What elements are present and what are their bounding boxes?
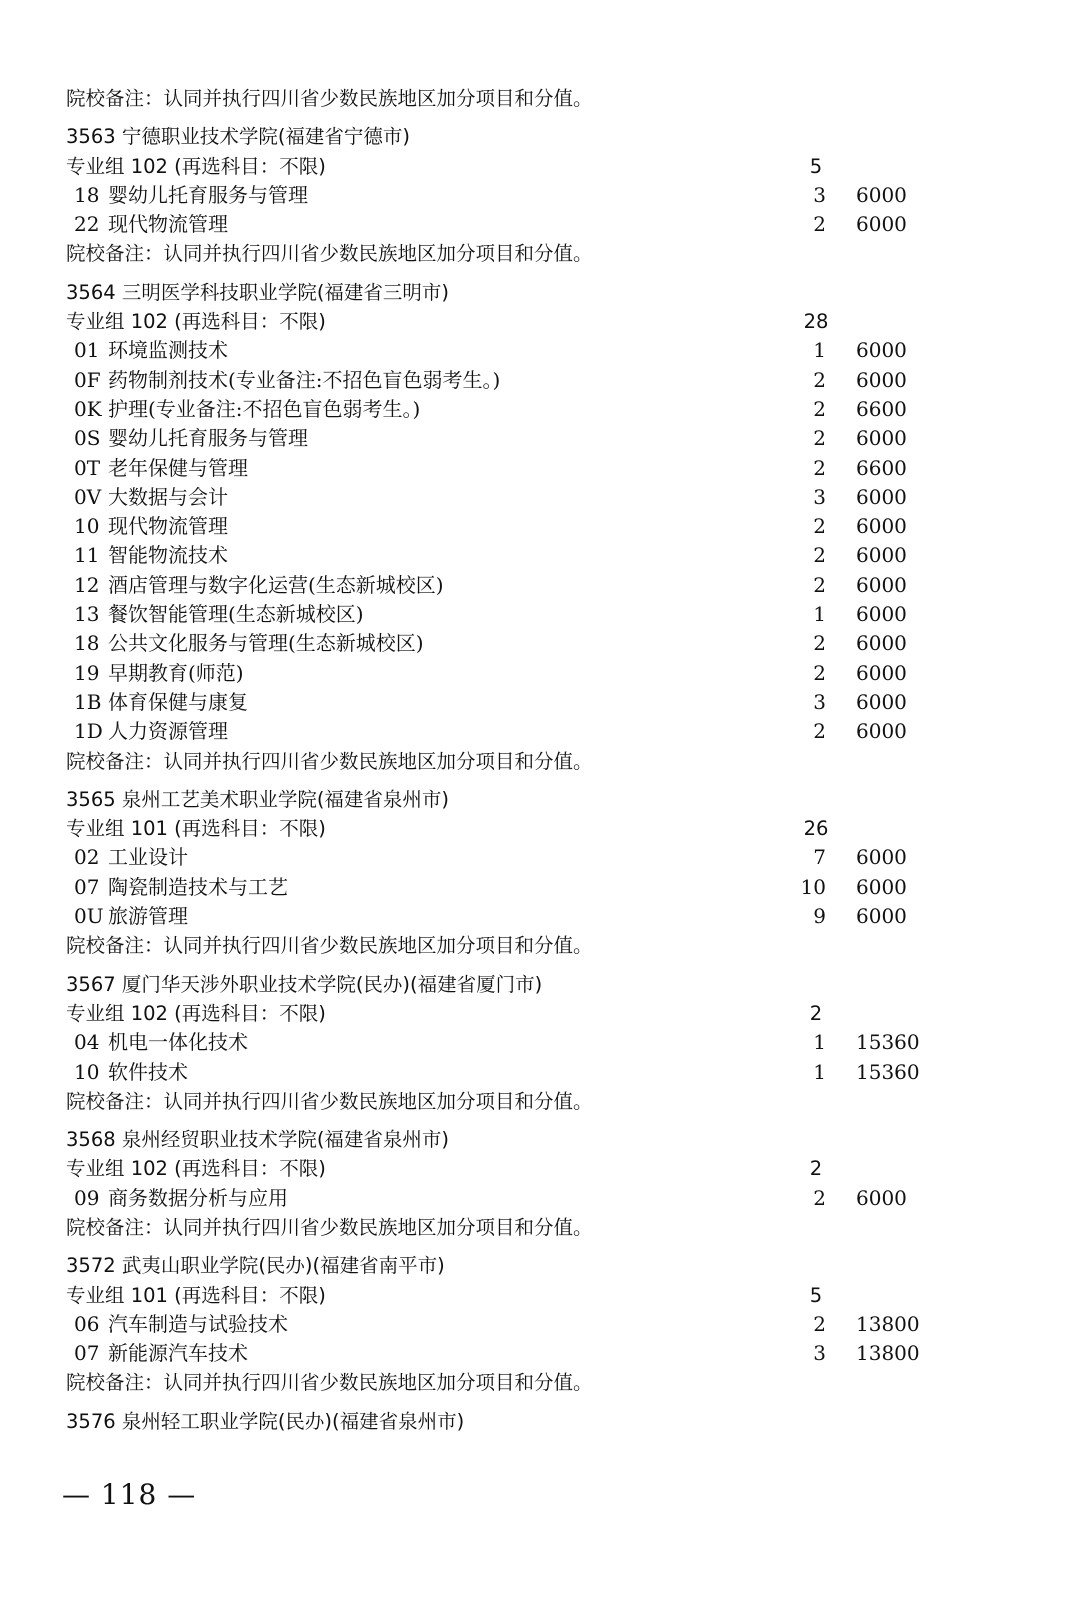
- major-code: 0V: [74, 484, 102, 509]
- major-code: 0S: [74, 426, 101, 451]
- group-name: 专业组 102 (再选科目：不限): [66, 1001, 326, 1025]
- major-row: [66, 424, 1026, 453]
- major-row: [66, 541, 1026, 570]
- major-row: [66, 902, 1026, 931]
- major-name: 旅游管理: [108, 904, 188, 929]
- school-note: 院校备注：认同并执行四川省少数民族地区加分项目和分值。: [66, 934, 593, 958]
- major-name: 陶瓷制造技术与工艺: [108, 874, 288, 899]
- major-plan-count: 9: [813, 904, 826, 929]
- major-plan-count: 2: [813, 660, 826, 685]
- group-plan-count: 2: [809, 1001, 823, 1025]
- major-code: 09: [74, 1185, 100, 1210]
- major-code: 1B: [74, 689, 102, 714]
- major-code: 0F: [74, 367, 101, 392]
- major-row: [66, 571, 1026, 600]
- group-name: 专业组 102 (再选科目：不限): [66, 310, 326, 334]
- major-tuition: 6000: [856, 874, 907, 899]
- major-row: [66, 210, 1026, 239]
- major-row: [66, 366, 1026, 395]
- major-name: 早期教育(师范): [108, 660, 244, 685]
- major-group-header: [66, 999, 1026, 1028]
- major-tuition: 6000: [856, 572, 907, 597]
- major-code: 0U: [74, 904, 104, 929]
- major-name: 婴幼儿托育服务与管理: [108, 426, 308, 451]
- major-group-header: [66, 1281, 1026, 1310]
- major-plan-count: 3: [813, 182, 826, 207]
- major-code: 07: [74, 874, 100, 899]
- section-spacer: [66, 961, 1026, 970]
- major-group-header: [66, 152, 1026, 181]
- major-tuition: 6000: [856, 426, 907, 451]
- major-name: 现代物流管理: [108, 514, 228, 539]
- major-row: [66, 454, 1026, 483]
- school-note: 院校备注：认同并执行四川省少数民族地区加分项目和分值。: [66, 1215, 593, 1239]
- major-tuition: 15360: [856, 1030, 920, 1055]
- section-spacer: [66, 1116, 1026, 1125]
- group-plan-count: 2: [809, 1157, 823, 1181]
- group-name: 专业组 102 (再选科目：不限): [66, 1157, 326, 1181]
- major-name: 酒店管理与数字化运营(生态新城校区): [108, 572, 444, 597]
- major-name: 护理(专业备注:不招色盲色弱考生。): [108, 396, 421, 421]
- major-plan-count: 3: [813, 1341, 826, 1366]
- major-name: 软件技术: [108, 1059, 188, 1084]
- major-plan-count: 2: [813, 1185, 826, 1210]
- major-group-header: [66, 307, 1026, 336]
- school-heading: 3565 泉州工艺美术职业学院(福建省泉州市): [66, 787, 450, 811]
- major-code: 11: [74, 543, 100, 568]
- major-code: 06: [74, 1311, 100, 1336]
- major-plan-count: 1: [813, 1059, 826, 1084]
- major-tuition: 6000: [856, 212, 907, 237]
- school-note: 院校备注：认同并执行四川省少数民族地区加分项目和分值。: [66, 242, 593, 266]
- major-row: [66, 1339, 1026, 1368]
- major-tuition: 6000: [856, 514, 907, 539]
- major-name: 工业设计: [108, 845, 188, 870]
- major-plan-count: 2: [813, 572, 826, 597]
- section-spacer: [66, 113, 1026, 122]
- major-code: 13: [74, 602, 100, 627]
- document-body: [66, 84, 1026, 1436]
- major-tuition: 13800: [856, 1341, 920, 1366]
- major-row: [66, 873, 1026, 902]
- group-name: 专业组 101 (再选科目：不限): [66, 817, 326, 841]
- major-name: 现代物流管理: [108, 212, 228, 237]
- major-plan-count: 2: [813, 631, 826, 656]
- major-code: 12: [74, 572, 100, 597]
- major-code: 02: [74, 845, 100, 870]
- major-plan-count: 1: [813, 1030, 826, 1055]
- major-code: 18: [74, 182, 100, 207]
- major-plan-count: 3: [813, 484, 826, 509]
- major-row: [66, 1028, 1026, 1057]
- major-plan-count: 10: [800, 874, 826, 899]
- group-plan-count: 26: [803, 817, 829, 841]
- section-spacer: [66, 269, 1026, 278]
- major-code: 10: [74, 1059, 100, 1084]
- major-tuition: 6000: [856, 1185, 907, 1210]
- page-number: — 118 —: [62, 1478, 197, 1511]
- major-row: [66, 1184, 1026, 1213]
- major-code: 07: [74, 1341, 100, 1366]
- school-heading: 3568 泉州经贸职业技术学院(福建省泉州市): [66, 1128, 450, 1152]
- group-plan-count: 5: [809, 154, 823, 178]
- section-spacer: [66, 1398, 1026, 1407]
- major-name: 环境监测技术: [108, 338, 228, 363]
- school-note: 院校备注：认同并执行四川省少数民族地区加分项目和分值。: [66, 1371, 593, 1395]
- major-name: 新能源汽车技术: [108, 1341, 248, 1366]
- major-row: [66, 483, 1026, 512]
- section-spacer: [66, 776, 1026, 785]
- group-name: 专业组 102 (再选科目：不限): [66, 154, 326, 178]
- major-name: 体育保健与康复: [108, 689, 248, 714]
- major-tuition: 6600: [856, 455, 907, 480]
- major-plan-count: 2: [813, 1311, 826, 1336]
- major-name: 大数据与会计: [108, 484, 228, 509]
- major-row: [66, 336, 1026, 365]
- major-tuition: 13800: [856, 1311, 920, 1336]
- major-name: 药物制剂技术(专业备注:不招色盲色弱考生。): [108, 367, 501, 392]
- major-row: [66, 1058, 1026, 1087]
- major-name: 汽车制造与试验技术: [108, 1311, 288, 1336]
- major-group-header: [66, 814, 1026, 843]
- major-tuition: 6000: [856, 338, 907, 363]
- major-tuition: 6000: [856, 484, 907, 509]
- major-name: 餐饮智能管理(生态新城校区): [108, 602, 364, 627]
- major-name: 智能物流技术: [108, 543, 228, 568]
- major-name: 婴幼儿托育服务与管理: [108, 182, 308, 207]
- school-heading: 3564 三明医学科技职业学院(福建省三明市): [66, 280, 450, 304]
- major-plan-count: 2: [813, 367, 826, 392]
- major-plan-count: 2: [813, 396, 826, 421]
- school-heading: 3563 宁德职业技术学院(福建省宁德市): [66, 125, 411, 149]
- major-row: [66, 659, 1026, 688]
- school-note: 院校备注：认同并执行四川省少数民族地区加分项目和分值。: [66, 1089, 593, 1113]
- major-tuition: 6000: [856, 367, 907, 392]
- major-row: [66, 688, 1026, 717]
- major-code: 1D: [74, 719, 103, 744]
- major-row: [66, 717, 1026, 746]
- school-heading: 3576 泉州轻工职业学院(民办)(福建省泉州市): [66, 1409, 465, 1433]
- major-plan-count: 7: [813, 845, 826, 870]
- major-tuition: 6000: [856, 660, 907, 685]
- major-row: [66, 629, 1026, 658]
- group-plan-count: 28: [803, 310, 829, 334]
- major-tuition: 6600: [856, 396, 907, 421]
- school-heading: 3567 厦门华天涉外职业技术学院(民办)(福建省厦门市): [66, 972, 543, 996]
- major-code: 18: [74, 631, 100, 656]
- major-tuition: 6000: [856, 543, 907, 568]
- section-spacer: [66, 1242, 1026, 1251]
- major-tuition: 15360: [856, 1059, 920, 1084]
- major-code: 22: [74, 212, 100, 237]
- major-row: [66, 1310, 1026, 1339]
- major-code: 01: [74, 338, 100, 363]
- major-tuition: 6000: [856, 845, 907, 870]
- major-name: 机电一体化技术: [108, 1030, 248, 1055]
- major-row: [66, 395, 1026, 424]
- major-plan-count: 2: [813, 455, 826, 480]
- major-plan-count: 3: [813, 689, 826, 714]
- major-code: 10: [74, 514, 100, 539]
- major-row: [66, 512, 1026, 541]
- major-plan-count: 2: [813, 719, 826, 744]
- school-note: 院校备注：认同并执行四川省少数民族地区加分项目和分值。: [66, 87, 593, 110]
- major-tuition: 6000: [856, 631, 907, 656]
- major-tuition: 6000: [856, 904, 907, 929]
- school-note: 院校备注：认同并执行四川省少数民族地区加分项目和分值。: [66, 749, 593, 773]
- major-tuition: 6000: [856, 689, 907, 714]
- group-plan-count: 5: [809, 1283, 823, 1307]
- major-name: 人力资源管理: [108, 719, 228, 744]
- major-plan-count: 1: [813, 602, 826, 627]
- major-plan-count: 2: [813, 212, 826, 237]
- major-row: [66, 843, 1026, 872]
- major-row: [66, 600, 1026, 629]
- school-heading: 3572 武夷山职业学院(民办)(福建省南平市): [66, 1254, 445, 1278]
- major-name: 商务数据分析与应用: [108, 1185, 288, 1210]
- major-group-header: [66, 1154, 1026, 1183]
- major-code: 0K: [74, 396, 102, 421]
- major-code: 0T: [74, 455, 101, 480]
- major-row: [66, 181, 1026, 210]
- major-tuition: 6000: [856, 719, 907, 744]
- major-name: 老年保健与管理: [108, 455, 248, 480]
- major-plan-count: 2: [813, 426, 826, 451]
- major-tuition: 6000: [856, 182, 907, 207]
- major-plan-count: 2: [813, 543, 826, 568]
- major-plan-count: 2: [813, 514, 826, 539]
- major-code: 19: [74, 660, 100, 685]
- group-name: 专业组 101 (再选科目：不限): [66, 1283, 326, 1307]
- major-name: 公共文化服务与管理(生态新城校区): [108, 631, 424, 656]
- major-code: 04: [74, 1030, 100, 1055]
- major-plan-count: 1: [813, 338, 826, 363]
- major-tuition: 6000: [856, 602, 907, 627]
